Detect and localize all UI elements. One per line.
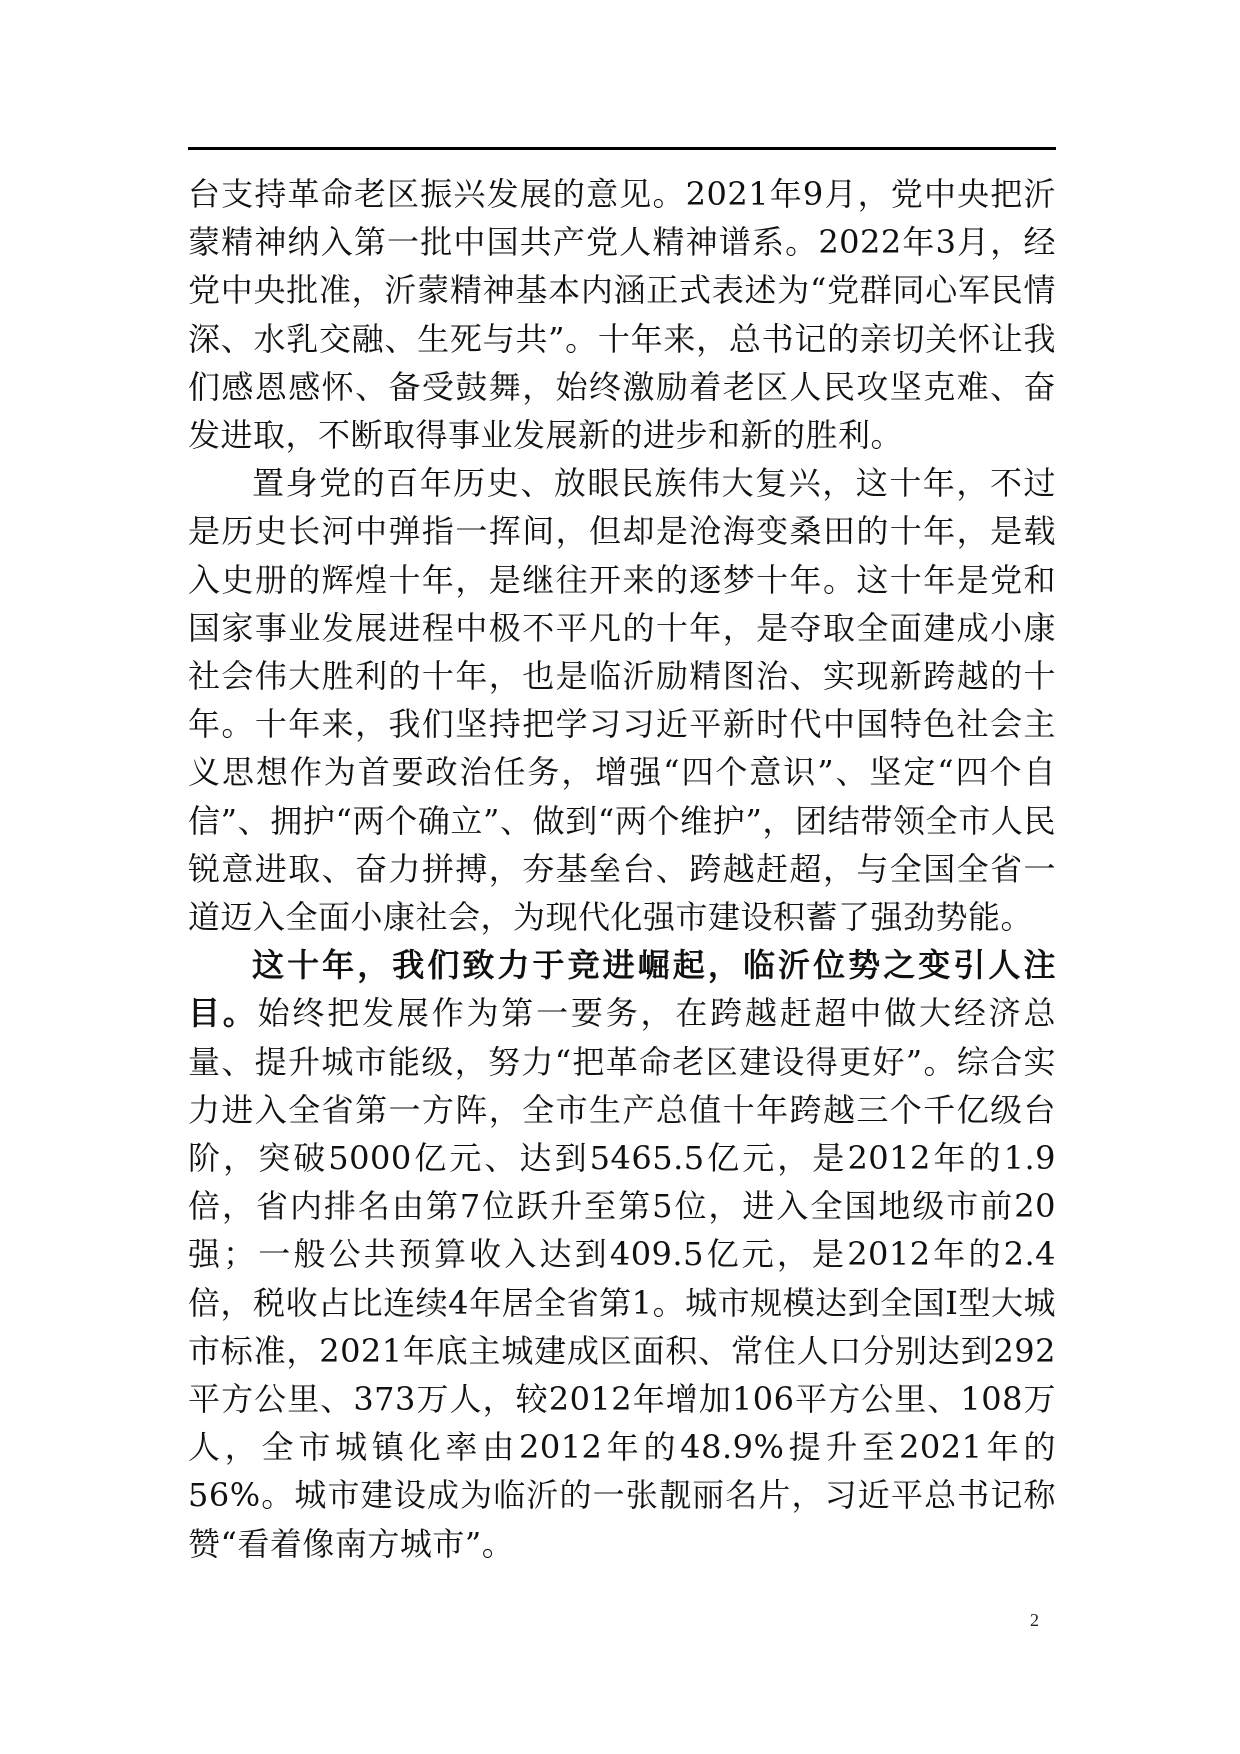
paragraph-rise xyxy=(188,941,1056,1568)
page-number: 2 xyxy=(1030,1610,1039,1630)
paragraph-decade-overview: 置身党的百年历史、放眼民族伟大复兴，这十年，不过是历史长河中弹指一挥间，但却是沧海变桑田的十年，是载入史册的辉煌十年，是继往开来的逐梦十年。这十年是党和国家事业发展进程中极不平凡的十年，是夺取全面建成小康社会伟大胜利的十年，也是临沂励精图治、实现新跨越的十年。十年来，我们坚持把学习习近平新时代中国特色社会主义思想作为首要政治任务，增强“四个意识”、坚定“四个自信”、拥护“两个确立”、做到“两个维护”，团结带领全市人民锐意进取、奋力拼搏，夯基垒台、跨越赶超，与全国全省一道迈入全面小康社会，为现代化强市建设积蓄了强劲势能。 xyxy=(188,464,1056,937)
header-rule xyxy=(188,147,1056,150)
document-body xyxy=(188,170,1056,1568)
paragraph-rise-body: 始终把发展作为第一要务，在跨越赶超中做大经济总量、提升城市能级，努力“把革命老区建设得更好”。综合实力进入全省第一方阵，全市生产总值十年跨越三个千亿级台阶，突破5000亿元、达到5465.5亿元，是2012年的1.9倍，省内排名由第7位跃升至第5位，进入全国地级市前20强；一般公共预算收入达到409.5亿元，是2012年的2.4倍，税收占比连续4年居全省第1。城市规模达到全国I型大城市标准，2021年底主城建成区面积、常住人口分别达到292平方公里、373万人，较2012年增加106平方公里、108万人，全市城镇化率由2012年的48.9%提升至2021年的56%。城市建设成为临沂的一张靓丽名片，习近平总书记称赞“看着像南方城市”。 xyxy=(188,994,1056,1563)
paragraph-lead-heading: 这十年，我们致力于竞进崛起，临沂位势之变引人注目。 xyxy=(188,946,1056,1033)
paragraph-continuation: 台支持革命老区振兴发展的意见。2021年9月，党中央把沂蒙精神纳入第一批中国共产党人精神谱系。2022年3月，经党中央批准，沂蒙精神基本内涵正式表述为“党群同心军民情深、水乳交融、生死与共”。十年来，总书记的亲切关怀让我们感恩感怀、备受鼓舞，始终激励着老区人民攻坚克难、奋发进取，不断取得事业发展新的进步和新的胜利。 xyxy=(188,175,1056,455)
